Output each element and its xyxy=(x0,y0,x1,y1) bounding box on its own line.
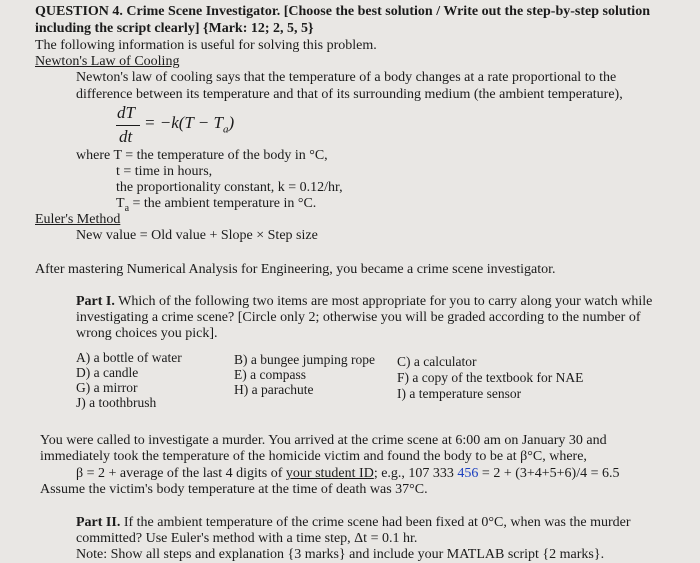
where-line2: t = time in hours, xyxy=(116,164,213,179)
derivative-fraction xyxy=(116,103,142,149)
equation-subscript: a xyxy=(222,123,229,136)
question-title-line1: QUESTION 4. Crime Scene Investigator. [Choose the best solution / Write out the step-by-step solution xyxy=(35,4,650,19)
choice-b[interactable]: B) a bungee jumping rope xyxy=(234,352,375,367)
where-line4: $T_a$ = the ambient temperature in °C. xyxy=(116,196,317,214)
part2-line2: committed? Use Euler's method with a time step, Δt = 0.1 hr. xyxy=(76,531,418,546)
choice-g[interactable]: G) a mirror xyxy=(76,380,138,395)
part2-line1: Part II. If the ambient temperature of the crime scene had been fixed at 0°C, when was the murder xyxy=(76,515,631,530)
euler-formula: New value = Old value + Slope × Step size xyxy=(76,228,318,243)
equation-denominator: dt xyxy=(119,127,133,146)
newton-line2: difference between its temperature and that of its surrounding medium (the ambient temperature), xyxy=(76,87,623,102)
scenario-text: After mastering Numerical Analysis for Engineering, you became a crime scene investigator. xyxy=(35,262,556,277)
intro-text: The following information is useful for solving this problem. xyxy=(35,38,377,53)
part1-line2: investigating a crime scene? [Circle only 2; otherwise you will be graded according to the number of xyxy=(76,310,641,325)
choice-d[interactable]: D) a candle xyxy=(76,365,139,380)
newton-line1: Newton's law of cooling says that the temperature of a body changes at a rate proportional to the xyxy=(76,70,617,85)
highlighted-digits: 456 xyxy=(457,466,479,481)
choice-a[interactable]: A) a bottle of water xyxy=(76,350,182,365)
equation-numerator: dT xyxy=(117,103,135,122)
where-line3: the proportionality constant, k = 0.12/hr, xyxy=(116,180,343,195)
fraction-bar xyxy=(116,125,140,126)
choice-c[interactable]: C) a calculator xyxy=(397,354,477,369)
choice-h[interactable]: H) a parachute xyxy=(234,382,314,397)
choice-e[interactable]: E) a compass xyxy=(234,367,306,382)
euler-heading: Euler's Method xyxy=(35,212,121,227)
question-title-line2: including the script clearly] {Mark: 12; 2, 5, 5} xyxy=(35,21,314,36)
murder-line4: Assume the victim's body temperature at the time of death was 37°C. xyxy=(40,482,428,497)
murder-line2: immediately took the temperature of the homicide victim and found the body to be at β°C, where, xyxy=(40,449,587,464)
murder-line1: You were called to investigate a murder. You arrived at the crime scene at 6:00 am on January 30 and xyxy=(40,433,607,448)
student-id-link: your student ID xyxy=(285,466,374,481)
murder-beta-formula: β = 2 + average of the last 4 digits of your student ID; e.g., 107 333 456 = 2 + (3+4+5+6)/4 = 6.5 xyxy=(76,466,620,481)
choice-f[interactable]: F) a copy of the textbook for NAE xyxy=(397,370,584,385)
newton-heading: Newton's Law of Cooling xyxy=(35,54,180,69)
equation-rhs: = $-k(T - T_a)$ xyxy=(144,113,235,136)
where-line1: where T = the temperature of the body in °C, xyxy=(76,148,328,163)
part2-line3: Note: Show all steps and explanation {3 marks} and include your MATLAB script {2 marks}. xyxy=(76,547,605,562)
choice-i[interactable]: I) a temperature sensor xyxy=(397,386,522,401)
choice-j[interactable]: J) a toothbrush xyxy=(76,395,157,410)
part1-line3: wrong choices you pick]. xyxy=(76,326,218,341)
part1-line1: Part I. Which of the following two items are most appropriate for you to carry along your watch while xyxy=(76,294,653,309)
